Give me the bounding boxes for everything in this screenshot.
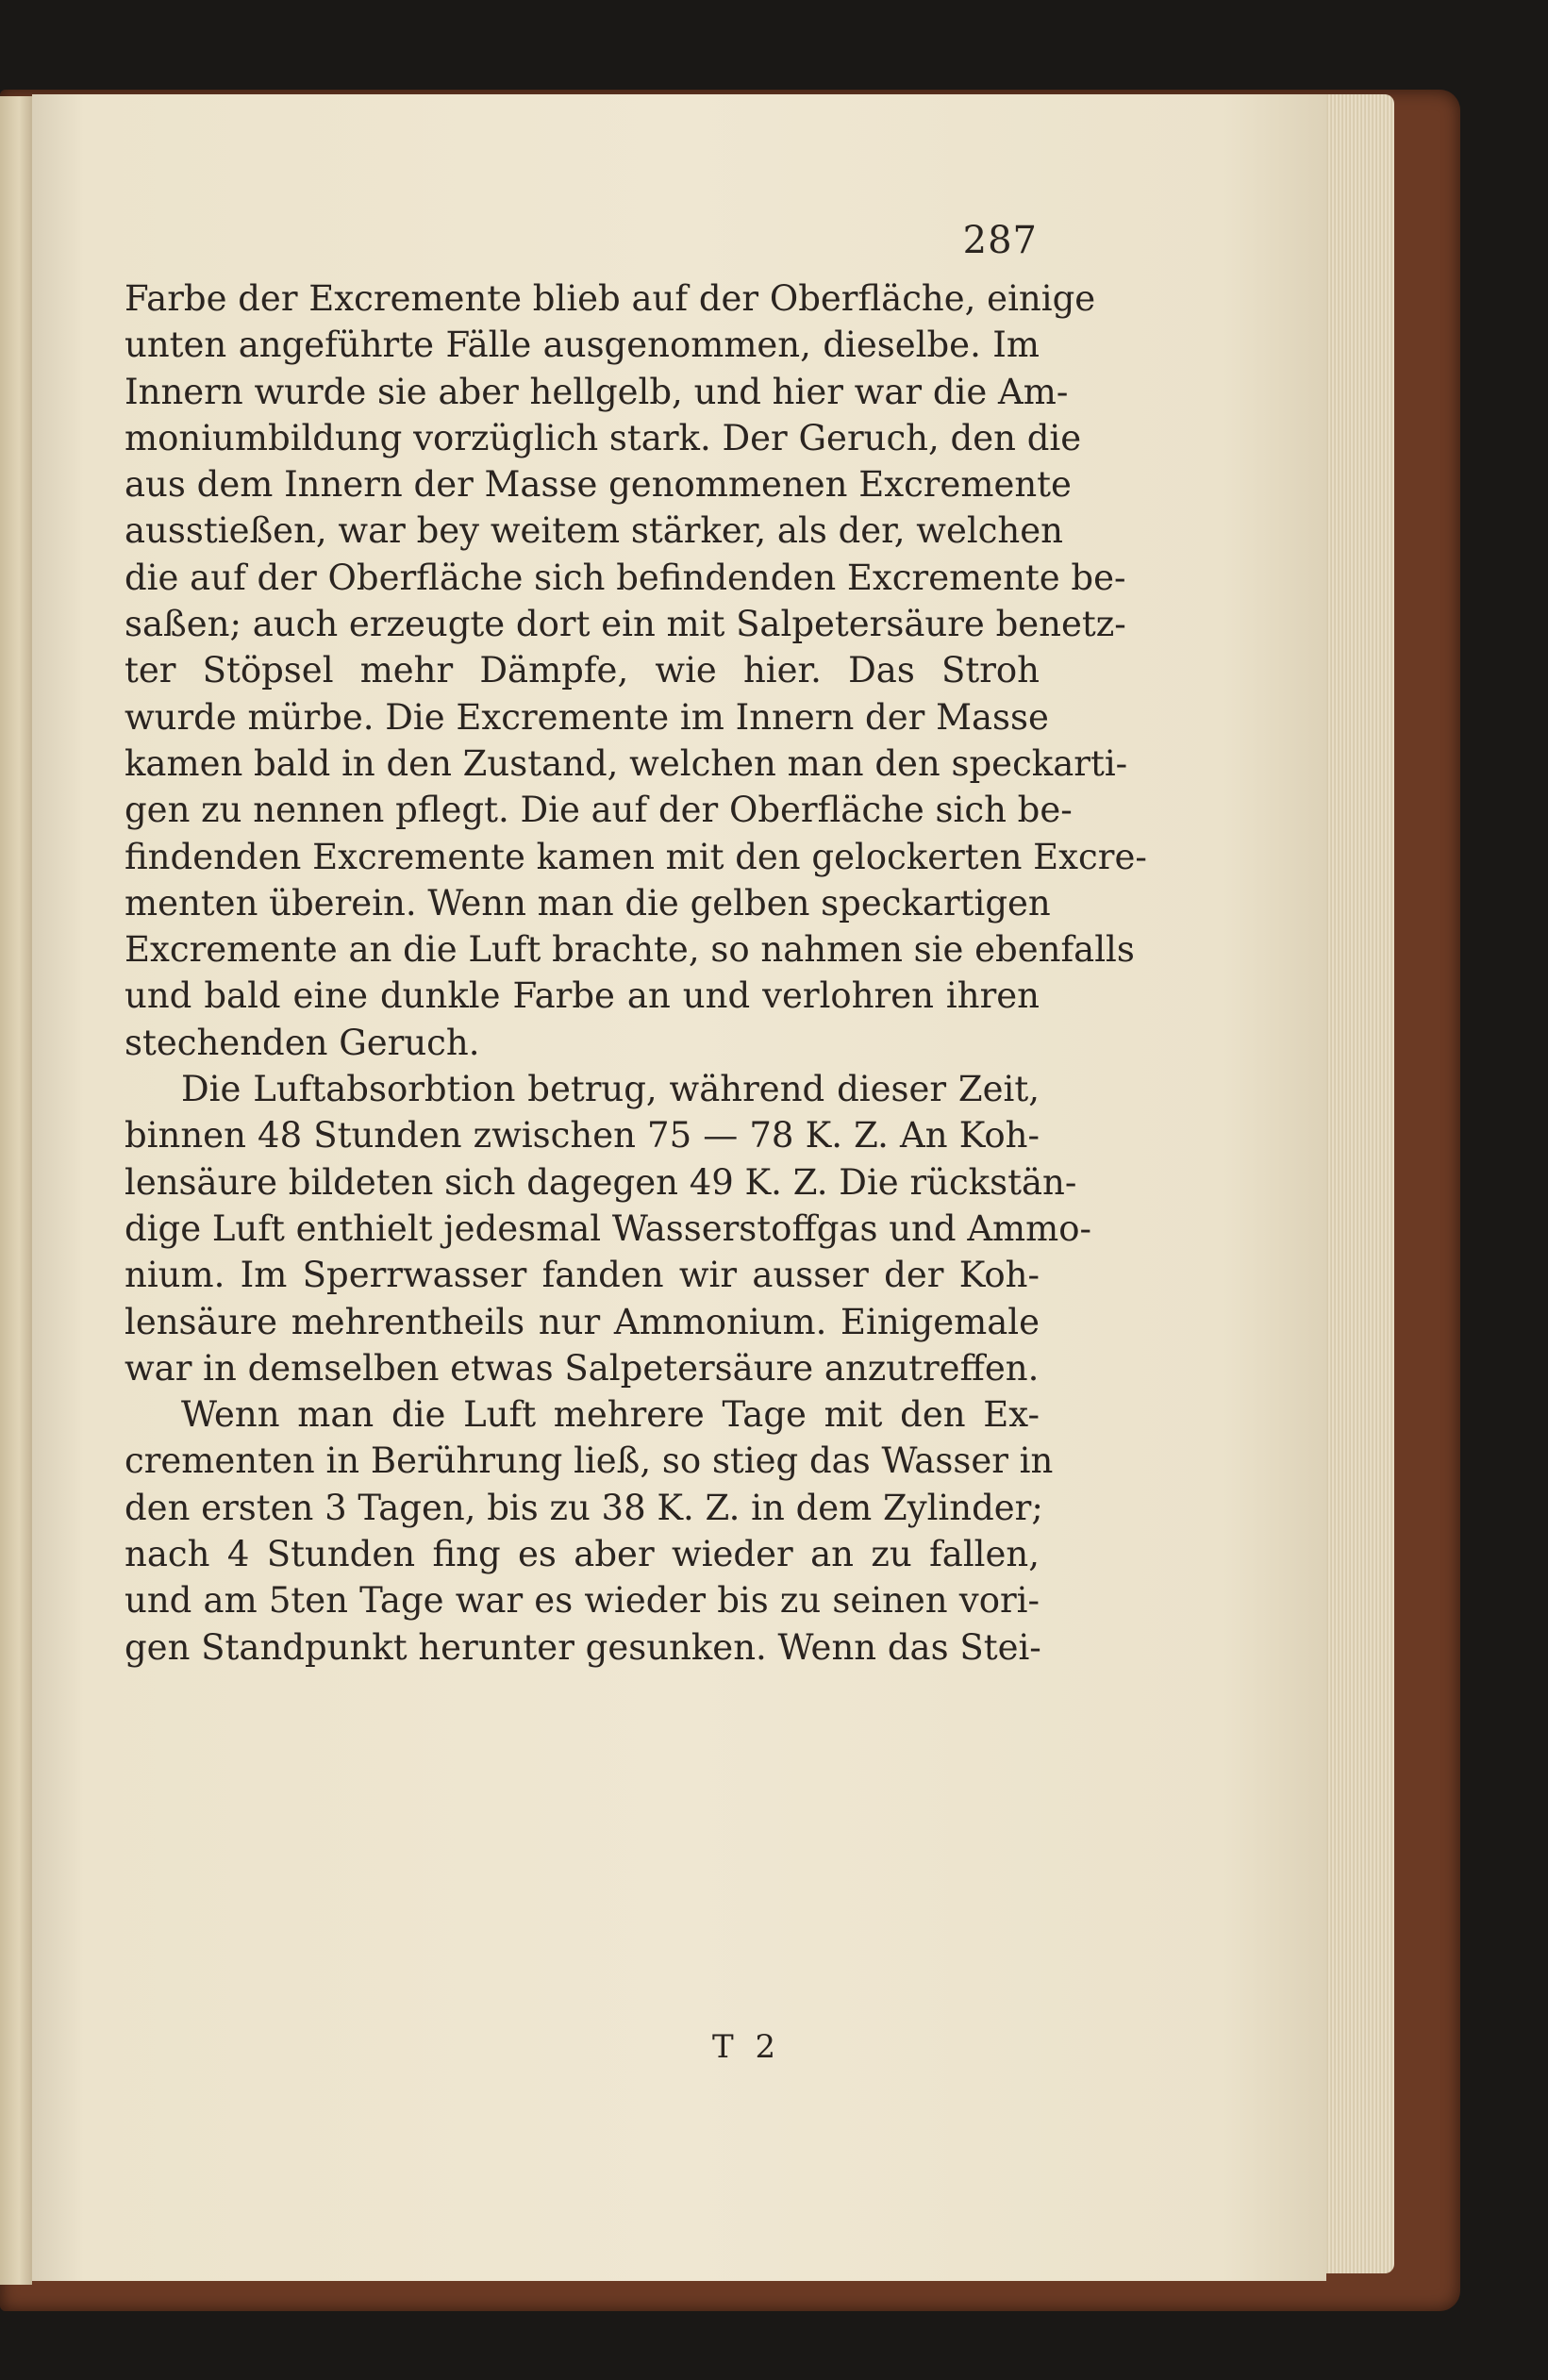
text-line: Wenn man die Luft mehrere Tage mit den Ex- [181, 1394, 1040, 1436]
text-line: lensäure mehrentheils nur Ammonium. Einigemale [125, 1301, 1040, 1342]
text-line: kamen bald in den Zustand, welchen man den speckarti- [125, 742, 1128, 784]
page-edges [1321, 94, 1394, 2273]
text-line: Excremente an die Luft brachte, so nahmen sie ebenfalls [125, 929, 1135, 971]
text-line: war in demselben etwas Salpetersäure anzutreffen. [125, 1347, 1040, 1389]
text-line: ausstießen, war bey weitem stärker, als der, welchen [125, 510, 1063, 552]
text-line: Innern wurde sie aber hellgelb, und hier war die Am- [125, 371, 1069, 412]
printer-signature-mark: T 2 [712, 2028, 782, 2066]
text-line: die auf der Oberfläche sich befindenden Excremente be- [125, 557, 1126, 598]
text-line: den ersten 3 Tagen, bis zu 38 K. Z. in dem Zylinder; [125, 1487, 1043, 1528]
text-line: gen Standpunkt herunter gesunken. Wenn das Stei- [125, 1626, 1041, 1668]
text-line: wurde mürbe. Die Excremente im Innern der Masse [125, 696, 1049, 738]
page-text [125, 275, 1147, 1671]
text-line: ter Stöpsel mehr Dämpfe, wie hier. Das Stroh [125, 650, 1040, 691]
text-line: moniumbildung vorzüglich stark. Der Geruch, den die [125, 417, 1082, 458]
text-line: gen zu nennen pflegt. Die auf der Oberfläche sich be- [125, 790, 1073, 831]
text-line: aus dem Innern der Masse genommenen Excremente [125, 464, 1072, 506]
text-line: menten überein. Wenn man die gelben speckartigen [125, 882, 1051, 924]
text-line: unten angeführte Fälle ausgenommen, dieselbe. Im [125, 325, 1040, 366]
text-line: nach 4 Stunden fing es aber wieder an zu fallen, [125, 1534, 1040, 1575]
text-line: saßen; auch erzeugte dort ein mit Salpetersäure benetz- [125, 604, 1126, 645]
book-gutter [0, 96, 32, 2285]
text-line: binnen 48 Stunden zwischen 75 — 78 K. Z. An Koh- [125, 1115, 1040, 1157]
text-line: findenden Excremente kamen mit den gelockerten Excre- [125, 836, 1147, 877]
text-line: Die Luftabsorbtion betrug, während dieser Zeit, [181, 1069, 1040, 1110]
text-line: lensäure bildeten sich dagegen 49 K. Z. Die rückstän- [125, 1161, 1077, 1203]
text-line: und am 5ten Tage war es wieder bis zu seinen vori- [125, 1580, 1040, 1622]
text-line: crementen in Berührung ließ, so stieg das Wasser in [125, 1440, 1054, 1482]
text-line: Farbe der Excremente blieb auf der Oberfläche, einige [125, 278, 1096, 319]
text-line: dige Luft enthielt jedesmal Wasserstoffgas und Ammo- [125, 1207, 1091, 1249]
text-line: und bald eine dunkle Farbe an und verlohren ihren [125, 975, 1040, 1017]
page-number: 287 [962, 219, 1038, 262]
text-line: stechenden Geruch. [125, 1022, 480, 1063]
text-line: nium. Im Sperrwasser fanden wir ausser der Koh- [125, 1255, 1040, 1296]
